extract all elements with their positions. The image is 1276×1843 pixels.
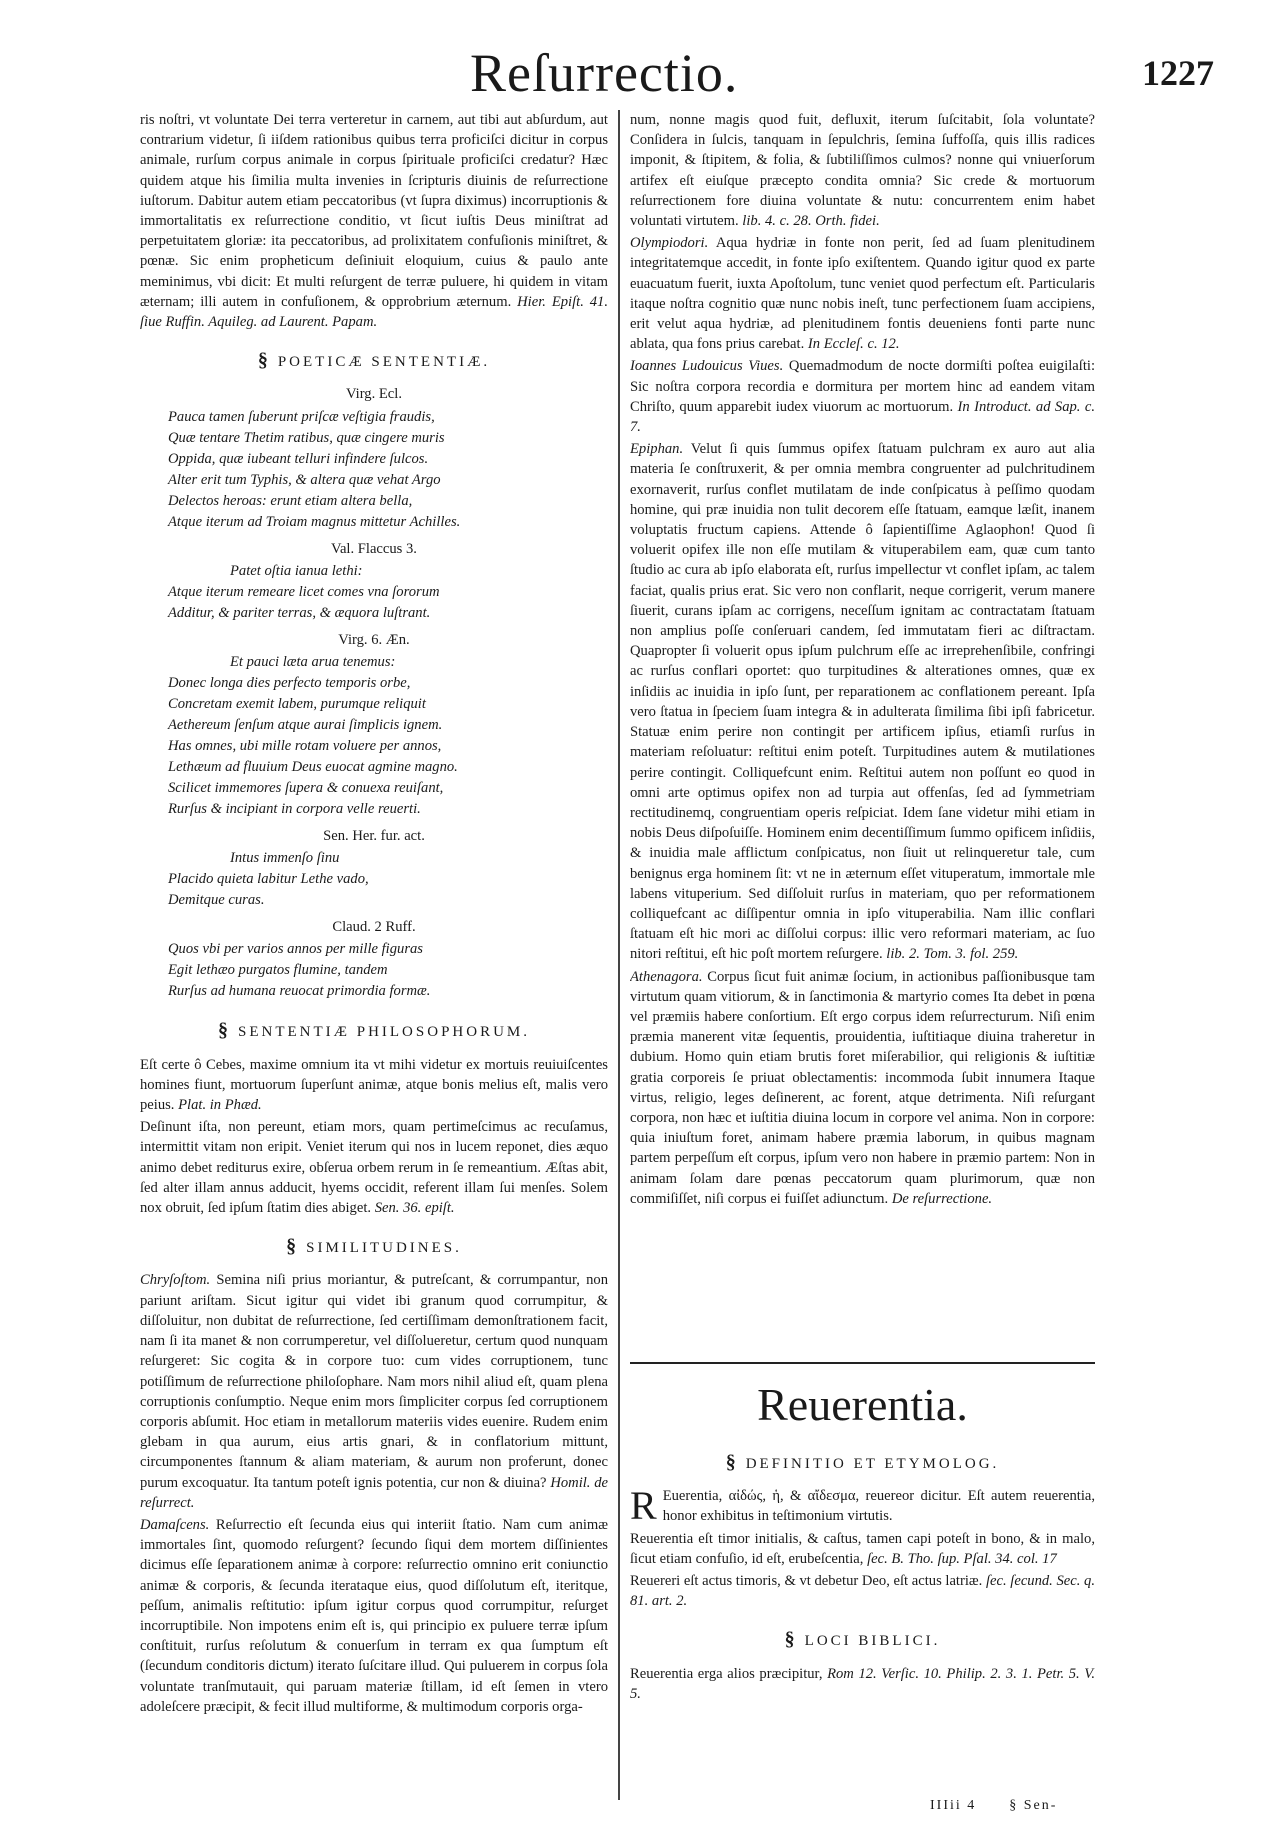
citation: lib. 2. Tom. 3. fol. 259. (886, 946, 1019, 963)
paragraph: Olympiodori. Aqua hydriæ in fonte non perit, ſed ad ſuam plenitudinem integritatemque accedit, in fonte ipſo exiſtentem. Quando igitur quod ex parte euacuatum fuerit, iuxta Apoſtolum, tunc veniet quod perfectum eſt. Particularis itaque noſtra cognitio quæ nunc nobis ineſt, tunc perfectionem ſuam accipiens, erit velut aqua hydriæ, ad plenitudinem fontis deueniens fonti parte nunc ablata, qua fons prius carebat. In Eccleſ. c. 12. (630, 235, 1095, 353)
paragraph: num, nonne magis quod fuit, defluxit, iterum ſuſcitabit, ſola voluntate? Conſidera in ſulcis, tanquam in ſepulchris, ſemina ſuffoſſa, quis illis radices imponit, & ſtipitem, & folia, & ſubtiliſſimos culmos? nonne qui vniuerſorum artifex eſt eiuſque præcepto condita omnia? Sic crede & mortuorum reſurrectionem fore diuina voluntate & nutu: concurrentem enim habet voluntati virtutem. lib. 4. c. 28. Orth. fidei. (630, 112, 1095, 230)
paragraph: Reuerentia eſt timor initialis, & caſtus, tamen capi poteſt in bono, & in malo, ſicut etiam confuſio, id eſt, erubeſcentia, ſec. B. Tho. ſup. Pſal. 34. col. 17 (630, 1530, 1095, 1567)
verse-line: Additur, & pariter terras, & æquora luſtrant. (168, 604, 431, 621)
verse-line: Rurſus & incipiant in corpora velle reuerti. (168, 801, 421, 818)
verse-line: Aethereum ſenſum atque aurai ſimplicis ignem. (168, 717, 443, 734)
paragraph: Reuerentia erga alios præcipitur, Rom 12. Verſic. 10. Philip. 2. 3. 1. Petr. 5. V. 5. (630, 1665, 1095, 1702)
poem-source: Virg. 6. Æn. (338, 631, 410, 648)
verse-line: Placido quieta labitur Lethe vado, (168, 871, 369, 888)
paragraph: Reuereri eſt actus timoris, & vt debetur Deo, eſt actus latriæ. ſec. ſecund. Sec. q. 81. art. 2. (630, 1573, 1095, 1610)
verse-line: Et pauci læta arua tenemus: (230, 654, 396, 671)
paragraph: Epiphan. Velut ſi quis ſummus opifex ſtatuam pulchram ex auro aut alia materia ſe conſtruxerit, & per omnia membra congruenter ad pulchritudinem exornaverit, rurſus conflet mutilatam de inde conſpicatus à peſſimo quodam homine, qui præ inuidia non tulit decorem eſſe ſtatuam, eamque læſit, inanem voluptatis fructum capiens. Attende ô ſapientiſſime Aglaophon! Quod ſi voluerit opifex ille non eſſe mutilam & vituperabilem eam, quæ cum tanto ſtudio ac cura ab ipſo elaborata eſt, rurſus impellectur vt conflet ipſam, ac talem faciat, qualis prius erat. Sic vero non conflarit, neque corrigerit, verum manere ſiuerit, curans ipſam ac corrigens, neceſſum ignitam ac contractatam ſtatuam non amplius poſſe conſeruari candem, ſed immutatam fieri ac diſtractam. Quapropter ſi voluerit opus ipſum pulchrum eſſe ac irreprehenſibile, confringi ac rurſus conflari oportet: quo turpitudines & alterationes omnes, quæ ex inſidiis ac inuidia in ipſo ſunt, per reparationem ac conflationem pereant. Ipſa vero ſtatua in ſpeciem ſuam integra & in adulterata ſimilima ſibi ipſi fabricetur. Statuæ enim perire non contingit per artificem ipſius, etiamſi rurſus in materiam reſoluatur: reſtitui enim poteſt. Turpitudines autem & mutilationes perire contingit. Colliquefcunt enim. Reſtitui autem non poſſunt eo quod in omni arte optimus opifex non ad turpia aut offenſas, ſed ad ſymmetriam rectitudinemq, congruentiam operis reſpiciat. Idem ſane videtur mihi etiam in nobis Deus diſpoſuiſſe. Hominem enim decentiſſimum ſummo opificem inſidiis, & inuidia male afflictum conſpicatus, non ſiuit ut relinqueretur tale, cum benignus erga hominem ſit: vt ne in æternum eſſet vituperatum, immortale mle labens vituperium. Sed diſſoluit rurſus in materiam, quo per reformationem colliquefcant ac diſſipentur omnia in ipſo vituperabilia. Nam illic conflari ſtatuam eſt hic mori ac diſſolui corpus: illic vero reformari materiam, ac ſuo nitori reſtitui, eſt hic poſt mortem reſurgere. lib. 2. Tom. 3. fol. 259. (630, 441, 1095, 963)
author-name: Damaſcens. (140, 1516, 210, 1533)
poem-source: Virg. Ecl. (345, 386, 402, 403)
author-name: Epiphan. (630, 441, 684, 458)
page-number: 1227 (1142, 53, 1214, 93)
left-column (140, 110, 608, 1800)
verse-line: Patet oſtia ianua lethi: (230, 562, 363, 579)
author-name: Olympiodori. (630, 235, 709, 252)
paragraph: Deſinunt iſta, non pereunt, etiam mors, quam pertimeſcimus ac recuſamus, intermittit vitam non eripit. Veniet iterum qui nos in lucem reponet, dies æquo animo debet rediturus exire, obſerua orbem rerum in ſe remeantium. Æſtas abit, ſed alter illam annus adducit, hyems occidit, referent illam ſui menſes. Solem nox obruit, ſed ipſum ſtatim dies abiget. Sen. 36. epiſt. (140, 1119, 608, 1217)
paragraph: Chryſoſtom. Semina niſi prius moriantur, & putreſcant, & corrumpantur, non pariunt ariſtam. Sicut igitur qui videt ibi granum quod corrumpitur, & diſſoluitur, non dubitat de reſurrectione, ſed certiſſimam demonſtrationem facit, nam ſi ita manet & non corrumperetur, vel diſſolueretur, certum quod nunquam reſurgeret: Sic cogita & in corpore tuo: cum vides corruptionem, tunc potiſſimum de reſurrectione philoſophare. Nam mors nihil aliud eſt, quam plena corruptionis conſumptio. Neque enim mors ſimpliciter corpus ſed corruptionem corporis abſumit. Hoc etiam in metallorum materiis vides euenire. Rudem enim glebam in qua aurum, eius artis gnari, & in conflatorium mittunt, circumponentes ſtannum & aliam materiam, & aurum non proferunt, donec purum excoquatur. Ita tantum poteſt ignis potentia, cur non & diuina? Homil. de reſurrect. (140, 1272, 608, 1511)
citation: Rom 12. Verſic. 10. Philip. 2. 3. 1. Petr. 5. V. 5. (630, 1665, 1095, 1702)
citation: ſec. ſecund. Sec. q. 81. art. 2. (630, 1573, 1095, 1610)
section-heading: § SIMILITUDINES. (286, 1235, 462, 1258)
verse-line: Lethæum ad fluuium Deus euocat agmine magno. (168, 759, 458, 776)
right-column (630, 110, 1095, 1355)
verse-line: Has omnes, ubi mille rotam voluere per annos, (168, 738, 442, 755)
author-name: Ioannes Ludouicus Viues. (630, 358, 784, 375)
verse-line: Rurſus ad humana reuocat primordia formæ. (168, 983, 431, 1000)
poem-source: Claud. 2 Ruff. (332, 919, 416, 936)
verse-line: Donec longa dies perfecto temporis orbe, (168, 675, 411, 692)
citation: Sen. 36. epiſt. (374, 1200, 455, 1217)
poem-source: Val. Flaccus 3. (331, 540, 417, 557)
citation: lib. 4. c. 28. Orth. fidei. (742, 213, 880, 230)
section-heading: § LOCI BIBLICI. (784, 1628, 941, 1651)
verse-line: Atque iterum remeare licet comes vna ſororum (168, 583, 440, 600)
citation: Hier. Epiſt. 41. ſiue Ruffin. Aquileg. ad Laurent. Papam. (140, 293, 608, 331)
section-rule (630, 1362, 1095, 1364)
citation: In Introduct. ad Sap. c. 7. (630, 398, 1095, 436)
catchword: § Sen- (1009, 1798, 1058, 1813)
verse-line: Alter erit tum Typhis, & altera quæ vehat Argo (168, 471, 441, 488)
author-name: Chryſoſtom. (140, 1272, 211, 1289)
paragraph: R Euerentia, αἰδώς, ἡ, & αἴδεσμα, reuereor dicitur. Eſt autem reuerentia, honor exhibitus in teſtimonium virtutis. (630, 1483, 1095, 1529)
paragraph: Damaſcens. Reſurrectio eſt ſecunda eius qui interiit ſtatio. Nam cum animæ immortales ſint, quomodo reſurgent? ſecundo ſiqui dem mortem diſſinientes dicimus eſſe ſeparationem animæ à corpore: reſurrectio omnino erit coniunctio animæ & corporis, & ſecunda iterataque eius, quod diſſolutum eſt, iteritque, peſſum, animalis reſtitutio: ipſum igitur corpus quod corrumpitur, reſurget incorruptibile. Non impotens enim eſt is, qui principio ex puluere terræ ipſum conſtituit, rurſus reſolutum & conuerſum in terram ex qua ſumptum eſt (ſecundum conditoris dictum) iterato ſuſcitare illud. Qui puluerem in corpus ſola voluntate tranſmutauit, qui paruam materiæ ſtillam, id eſt ſemen in vtero adoleſcere præcipit, & fecit illud multiforme, & multimodum corporis orga- (140, 1516, 608, 1715)
poem-source: Sen. Her. fur. act. (323, 828, 425, 845)
signature-mark: IIIii 4 (930, 1798, 977, 1813)
section-heading: § DEFINITIO ET ETYMOLOG. (725, 1452, 1000, 1473)
paragraph: Eſt certe ô Cebes, maxime omnium ita vt mihi videtur ex mortuis reuiuiſcentes homines fiunt, mortuorum ſuperſunt animæ, atque bonis melius eſt, malis vero peius. Plat. in Phæd. (140, 1056, 608, 1114)
right-column-lower (630, 1452, 1095, 1812)
section-heading: § POETICÆ SENTENTIÆ. (257, 349, 491, 372)
verse-line: Quæ tentare Thetim ratibus, quæ cingere muris (168, 429, 445, 446)
verse-line: Concretam exemit labem, purumque reliquit (168, 696, 426, 713)
verse-line: Atque iterum ad Troiam magnus mittetur Achilles. (168, 513, 461, 530)
paragraph: Ioannes Ludouicus Viues. Quemadmodum de nocte dormiſti poſtea euigilaſti: Sic noſtra corpora recordia e dormitura per mortem hinc ad eandem vitam Chriſto, quum apparebit iudex viuorum ac mortuorum. In Introduct. ad Sap. c. 7. (630, 358, 1095, 436)
entry-title: Reuerentia. (757, 1379, 968, 1430)
section-heading: § SENTENTIÆ PHILOSOPHORUM. (217, 1019, 530, 1042)
verse-line: Scilicet immemores ſupera & conuexa reuiſant, (168, 780, 444, 797)
paragraph: ris noſtri, vt voluntate Dei terra verteretur in carnem, aut tibi aut abſurdum, aut contrarium videtur, ſi iiſdem rationibus quibus terra proficiſci dicitur in corpus animale, rurſum corpus animale in corpus ſpirituale proficiſci credatur? Hæc quidem atque his ſimilia multa invenies in ſcripturis diuinis de reſurrectione iuſtorum. Dabitur autem etiam peccatoribus (vt ſupra diximus) incorruptionis & immortalitatis ex reſurrectione conditio, vt ſicut iuſtis Deus miniſtrat ad perpetuitatem gloriæ: ita peccatoribus, ad prolixitatem confuſionis miniſtret, & pœnæ. Sic enim propheticum deſiniuit eloquium, cuius & paulo ante meminimus, vbi dicit: Et multi reſurgent de terræ puluere, hi quidem in vitam æternam; illi autem in confuſionem, & opprobrium æternum. Hier. Epiſt. 41. ſiue Ruffin. Aquileg. ad Laurent. Papam. (140, 112, 608, 331)
citation: In Eccleſ. c. 12. (807, 336, 900, 353)
drop-cap: R (630, 1483, 657, 1529)
verse-line: Quos vbi per varios annos per mille figuras (168, 941, 423, 958)
verse-line: Oppida, quæ iubeant telluri infindere ſulcos. (168, 450, 429, 467)
catchline (930, 1798, 1057, 1814)
verse-line: Demitque curas. (168, 892, 265, 909)
verse-line: Intus immenſo ſinu (230, 850, 340, 867)
running-title: Reſurrectio. (470, 43, 739, 103)
verse-line: Delectos heroas: erunt etiam altera bella, (168, 492, 413, 509)
citation: ſec. B. Tho. ſup. Pſal. 34. col. 17 (867, 1550, 1057, 1567)
paragraph: Athenagora. Corpus ſicut fuit animæ ſocium, in actionibus paſſionibusque tam virtutum quam vitiorum, & in ſanctimonia & martyrio comes Ita debet in pœna vel præmiis habere conſortium. Eſt ergo corpus idem reſurrecturum. Niſi enim præmia manerent vitæ ſequentis, prouidentia, iuſtitiaque diuina traheretur in dubium. Homo quin etiam brutis foret miſerabilior, qui religionis & iuſtitiæ gratia corporeis ſe priuat oblectamentis: incommoda ſubit innumera Itaque virtus, religio, leges deſinerent, ac forent, atque detrimenta. Niſi reſurgant corpora, non hæc et iuſtitia diuina locum in corpore vel anima. Non in corpore: quia iniuſtum foret, animam habere præmia laborum, in quibus magnam partem perpeſſum eſt corpus, ipſum vero non habere in præmio partem: Non in animam ſolam dare pœnas peccatorum quam plurimorum, quæ non commiſiſſet, niſi corpus ei fuiſſet adiunctum. De reſurrectione. (630, 968, 1095, 1207)
verse-group (140, 407, 608, 533)
citation: Plat. in Phæd. (178, 1097, 262, 1114)
verse-line: Egit lethæo purgatos flumine, tandem (168, 962, 388, 979)
citation: Homil. de reſurrect. (140, 1474, 608, 1511)
author-name: Athenagora. (630, 968, 703, 985)
column-divider (618, 110, 620, 1800)
citation: De reſurrectione. (891, 1190, 993, 1207)
verse-line: Pauca tamen ſuberunt priſcæ veſtigia fraudis, (168, 408, 435, 425)
